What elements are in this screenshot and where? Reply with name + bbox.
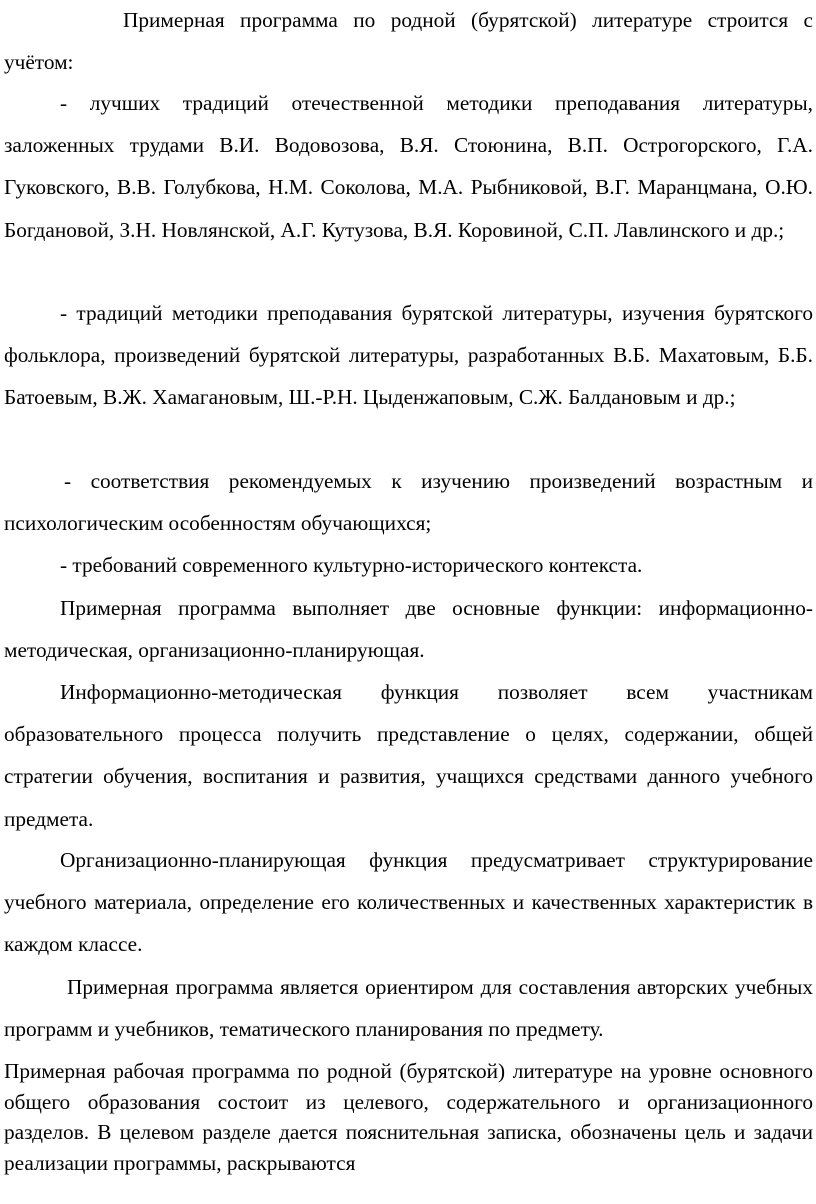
paragraph-orientation: Примерная программа является ориентиром для составления авторских учебных программ и учебников, тематического планирования по предмету. — [4, 975, 813, 1042]
paragraph-tradition-buryat: - традиций методики преподавания бурятской литературы, изучения бурятского фольклора, произведений бурятской литературы, разработанных В.Б. Махатовым, Б.Б. Батоевым, В.Ж. Хамагановым, Ш.-Р.Н. Цыденжаповым, С.Ж. Балдановым и др.; — [4, 301, 813, 410]
paragraph-intro: Примерная программа по родной (бурятской) литературе строится с учётом: — [4, 8, 813, 75]
paragraph-functions: Примерная программа выполняет две основные функции: информационно- методическая, организационно-планирующая. — [4, 596, 813, 663]
paragraph-working-program: Примерная рабочая программа по родной (бурятской) литературе на уровне основного общего образования состоит из целевого, содержательного и организационного разделов. В целевом разделе дается пояснительная записка, обозначены цель и задачи реализации программы, раскрываются — [4, 1059, 813, 1175]
paragraph-cultural-context: - требований современного культурно-исторического контекста. — [60, 553, 643, 577]
paragraph-planning-function: Организационно-планирующая функция предусматривает структурирование учебного материала, определение его количественных и качественных характеристик в каждом классе. — [4, 848, 813, 957]
paragraph-age-correspondence: - соответствия рекомендуемых к изучению произведений возрастным и психологическим особенностям обучающихся; — [4, 469, 813, 536]
paragraph-informational-function: Информационно-методическая функция позволяет всем участникам образовательного процесса получить представление о целях, содержании, общей стратегии обучения, воспитания и развития, учащихся средствами данного учебного предмета. — [4, 680, 813, 831]
paragraph-tradition-russian: - лучших традиций отечественной методики преподавания литературы, заложенных трудами В.И. Водовозова, В.Я. Стоюнина, В.П. Острогорского, Г.А. Гуковского, В.В. Голубкова, Н.М. Соколова, М.А. Рыбниковой, В.Г. Маранцмана, О.Ю. Богдановой, З.Н. Новлянской, А.Г. Кутузова, В.Я. Коровиной, С.П. Лавлинского и др.; — [4, 91, 813, 242]
